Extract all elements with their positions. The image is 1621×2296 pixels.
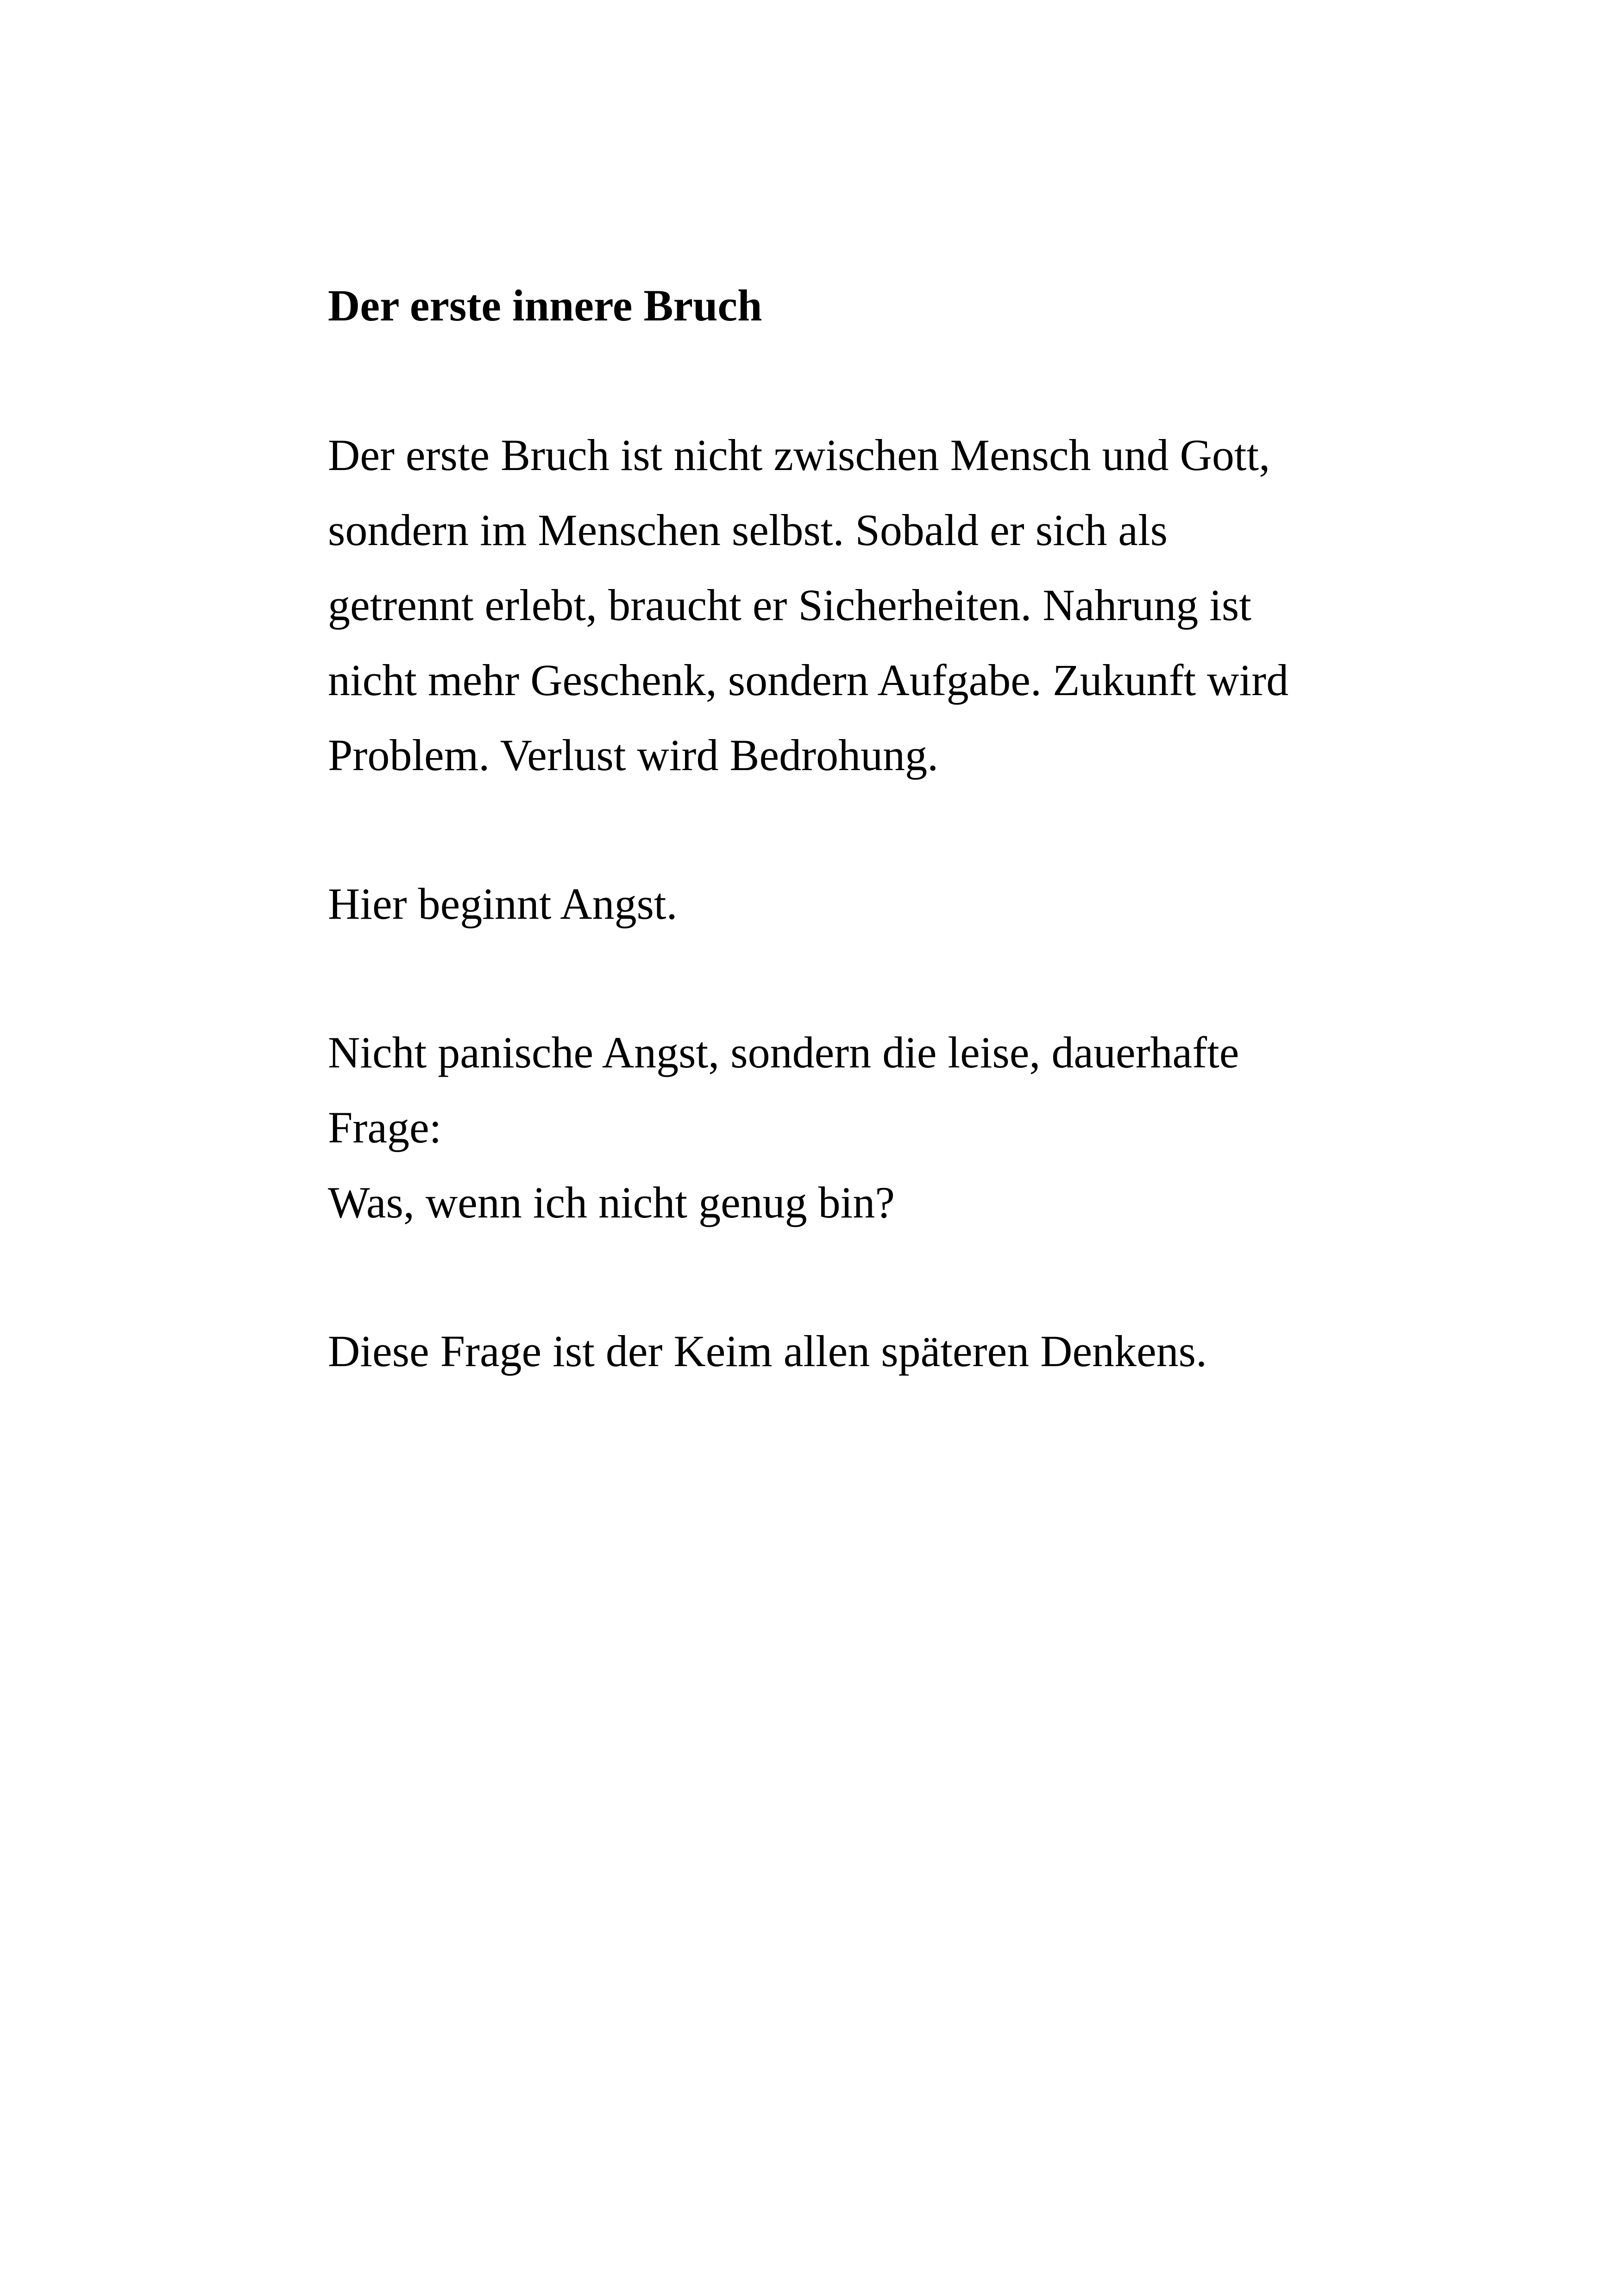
paragraph-3 xyxy=(328,1015,1393,1240)
paragraph-2 xyxy=(328,866,1393,941)
paragraph-2-line: Hier beginnt Angst. xyxy=(328,879,678,928)
paragraph-1-line: Problem. Verlust wird Bedrohung. xyxy=(328,730,939,780)
paragraph-1-line: Der erste Bruch ist nicht zwischen Mensch und Gott, xyxy=(328,430,1270,480)
paragraph-3-line: Was, wenn ich nicht genug bin? xyxy=(328,1178,895,1227)
paragraph-1-line: nicht mehr Geschenk, sondern Aufgabe. Zukunft wird xyxy=(328,655,1289,705)
paragraph-3-line: Frage: xyxy=(328,1103,442,1152)
document-title: Der erste innere Bruch xyxy=(328,281,762,330)
paragraph-1-line: getrennt erlebt, braucht er Sicherheiten. Nahrung ist xyxy=(328,580,1251,630)
paragraph-3-line: Nicht panische Angst, sondern die leise, dauerhafte xyxy=(328,1028,1239,1077)
paragraph-1 xyxy=(328,418,1393,793)
paragraph-1-line: sondern im Menschen selbst. Sobald er sich als xyxy=(328,505,1168,555)
document-body xyxy=(328,276,1393,1389)
paragraph-4 xyxy=(328,1314,1393,1389)
paragraph-4-line: Diese Frage ist der Keim allen späteren Denkens. xyxy=(328,1326,1207,1376)
